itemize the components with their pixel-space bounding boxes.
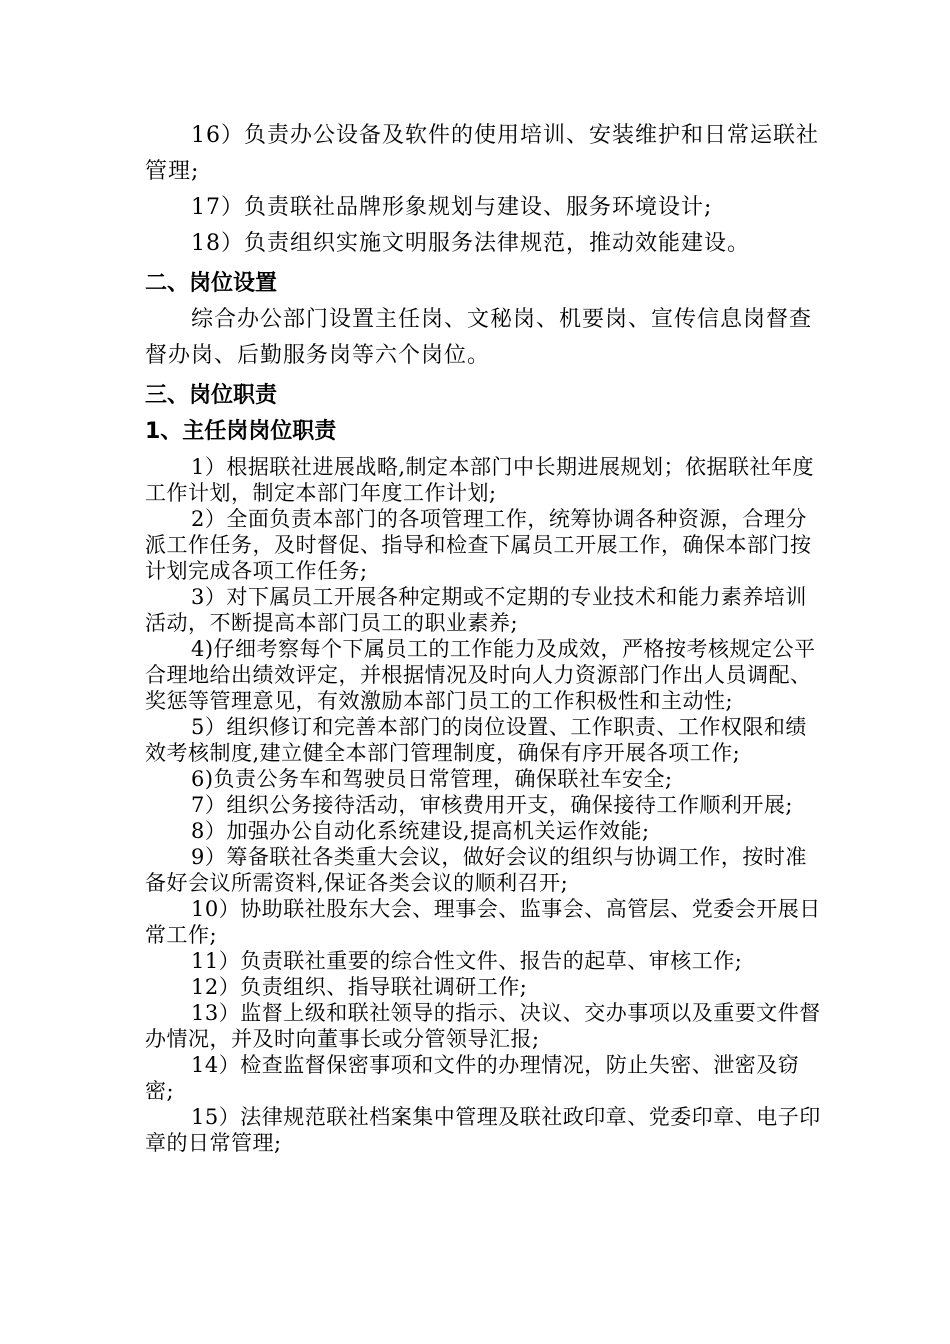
director-duty-3: 3）对下属员工开展各种定期或不定期的专业技术和能力素养培训活动，不断提高本部门员工的职业素养;	[145, 585, 807, 635]
section-responsibilities	[145, 378, 825, 450]
director-duty-14: 14）检查监督保密事项和文件的办理情况，防止失密、泄密及窃密;	[145, 1053, 800, 1103]
duty-item-17: 17）负责联社品牌形象规划与建设、服务环境设计;	[191, 195, 713, 220]
section-positions	[145, 266, 825, 374]
positions-paragraph: 综合办公部门设置主任岗、文秘岗、机要岗、宣传信息岗督查督办岗、后勤服务岗等六个岗位。	[145, 307, 813, 368]
director-duty-4: 4)仔细考察每个下属员工的工作能力及成效，严格按考核规定公平合理地给出绩效评定，并根据情况及时向人力资源部门作出人员调配、奖惩等管理意见，有效激励本部门员工的工作积极性和主动性;	[145, 637, 816, 713]
director-duty-9: 9）筹备联社各类重大会议，做好会议的组织与协调工作，按时准备好会议所需资料,保证各类会议的顺利召开;	[145, 845, 807, 895]
director-duties-list	[145, 454, 825, 1156]
section-heading-positions: 二、岗位设置	[145, 271, 278, 296]
director-duty-5: 5）组织修订和完善本部门的岗位设置、工作职责、工作权限和绩效考核制度,建立健全本部门管理制度，确保有序开展各项工作;	[145, 715, 807, 765]
director-duty-15: 15）法律规范联社档案集中管理及联社政印章、党委印章、电子印章的日常管理;	[145, 1105, 821, 1155]
director-duty-1: 1）根据联社进展战略,制定本部门中长期进展规划；依据联社年度工作计划，制定本部门年度工作计划;	[145, 455, 815, 505]
director-duty-11: 11）负责联社重要的综合性文件、报告的起草、审核工作;	[191, 949, 743, 973]
section-heading-responsibilities: 三、岗位职责	[145, 383, 278, 408]
duty-item-18: 18）负责组织实施文明服务法律规范，推动效能建设。	[191, 231, 750, 256]
director-duty-10: 10）协助联社股东大会、理事会、监事会、高管层、党委会开展日常工作;	[145, 897, 821, 947]
director-duty-13: 13）监督上级和联社领导的指示、决议、交办事项以及重要文件督办情况，并及时向董事长或分管领导汇报;	[145, 1001, 821, 1051]
director-duty-2: 2）全面负责本部门的各项管理工作，统筹协调各种资源，合理分派工作任务，及时督促、指导和检查下属员工开展工作，确保本部门按计划完成各项工作任务;	[145, 507, 812, 583]
subheading-director-duties: 1、主任岗岗位职责	[145, 419, 337, 444]
top-duties-list	[145, 118, 825, 262]
duty-item-16: 16）负责办公设备及软件的使用培训、安装维护和日常运联社管理;	[145, 123, 819, 184]
director-duty-7: 7）组织公务接待活动，审核费用开支，确保接待工作顺利开展;	[191, 793, 793, 817]
director-duty-8: 8）加强办公自动化系统建设,提高机关运作效能;	[191, 819, 650, 843]
director-duty-12: 12）负责组织、指导联社调研工作;	[191, 975, 528, 999]
director-duty-6: 6)负责公务车和驾驶员日常管理，确保联社车安全;	[191, 767, 673, 791]
